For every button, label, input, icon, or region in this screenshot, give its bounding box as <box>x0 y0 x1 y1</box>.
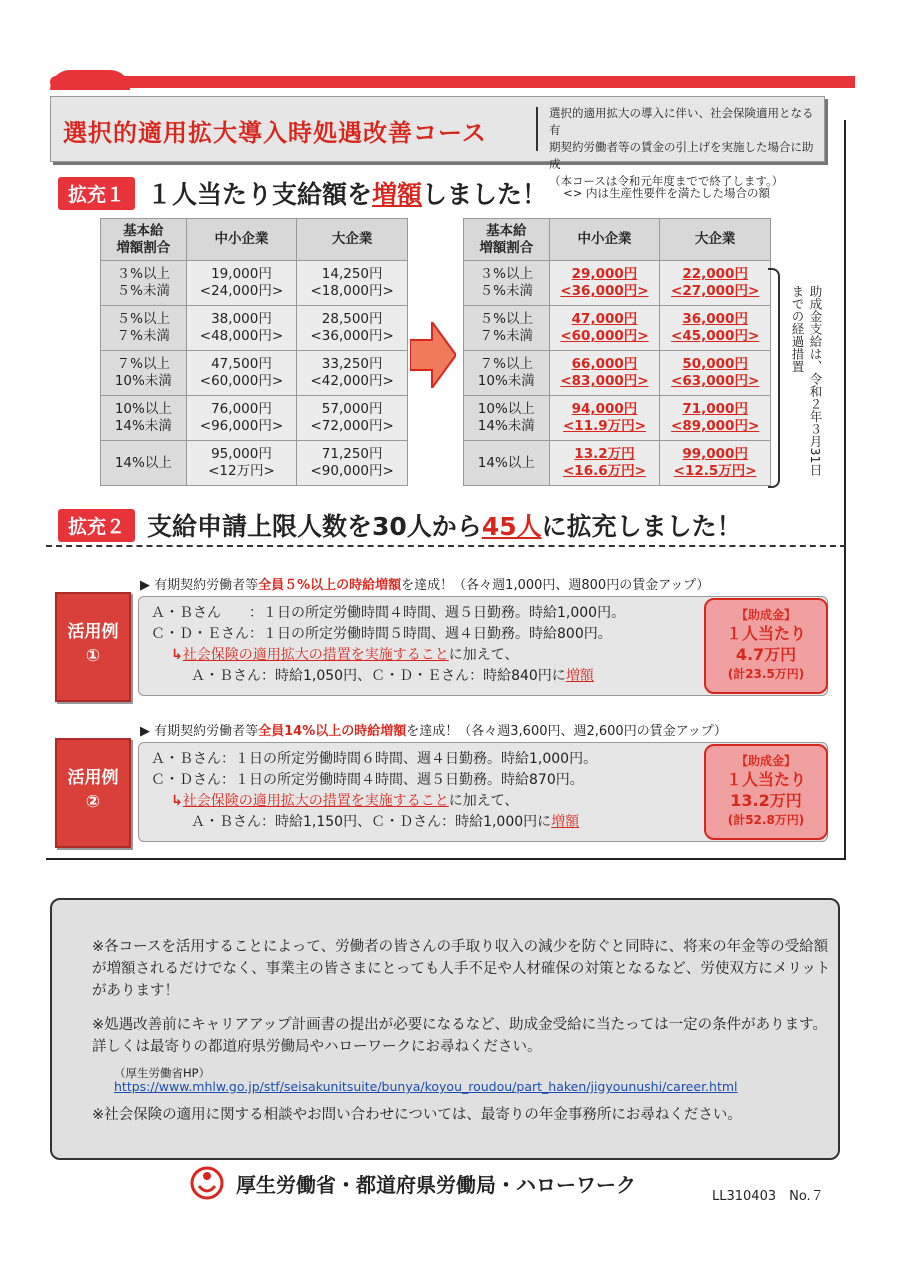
expansion1-title: １人当たり支給額を増額しました！ <box>147 180 548 209</box>
cell-rate: ５%以上 ７%未満 <box>464 306 550 351</box>
mhlw-logo-icon <box>190 1166 224 1200</box>
corner-arrow-icon: ↳ <box>171 647 183 663</box>
cell-sme: 13.2万円 <16.6万円> <box>549 441 660 486</box>
note-1: ※各コースを活用することによって、労働者の皆さんの手取り収入の減少を防ぐと同時に、将来の年金等の受給額が増額されるだけでなく、事業主の皆さまにとっても人手不足や人材確保の対策となるなど、労使双方にメリットがあります！ <box>92 939 831 999</box>
cell-sme: 19,000円 <24,000円> <box>186 261 297 306</box>
cell-large: 50,000円 <63,000円> <box>660 351 771 396</box>
cell-sme: 95,000円 <12万円> <box>186 441 297 486</box>
leaflet-code: LL310403 No.７ <box>712 1189 824 1204</box>
table-row <box>464 261 771 306</box>
mhlw-link[interactable]: https://www.mhlw.go.jp/stf/seisakunitsuite/bunya/koyou_roudou/part_haken/jigyounushi/career.html <box>114 1079 738 1094</box>
header-sme: 中小企業 <box>549 219 660 261</box>
cell-rate: ７%以上 10%未満 <box>101 351 187 396</box>
example1-box: Ａ・Ｂさん ：１日の所定労働時間４時間、週５日勤務。時給1,000円。 Ｃ・Ｄ・Ｅさん：１日の所定労働時間５時間、週４日勤務。時給800円。 ↳社会保険の適用拡大の措置を実施することに加えて、 Ａ・Ｂさん：時給1,050円、Ｃ・Ｄ・Ｅさん：時給840円に増額 <box>138 596 828 696</box>
title-separator <box>536 107 538 151</box>
cell-rate: ７%以上 10%未満 <box>464 351 550 396</box>
example2-box: Ａ・Ｂさん：１日の所定労働時間６時間、週４日勤務。時給1,000円。 Ｃ・Ｄさん：１日の所定労働時間４時間、週５日勤務。時給870円。 ↳社会保険の適用拡大の措置を実施することに加えて、 Ａ・Ｂさん：時給1,150円、Ｃ・Ｄさん：時給1,000円に増額 <box>138 742 828 842</box>
footer-org: 厚生労働省・都道府県労働局・ハローワーク <box>236 1172 636 1197</box>
example1-label: 活用例 ① <box>55 592 131 702</box>
header-large: 大企業 <box>660 219 771 261</box>
cell-sme: 94,000円 <11.9万円> <box>549 396 660 441</box>
table-row <box>101 396 408 441</box>
cell-sme: 76,000円 <96,000円> <box>186 396 297 441</box>
cell-large: 71,250円 <90,000円> <box>297 441 408 486</box>
transition-note: 助成金支給は、令和２年３月31日までの経過措置 <box>790 285 823 476</box>
expansion1-badge: 拡充１ <box>58 177 135 210</box>
example1-grant: 【助成金】 １人当たり 4.7万円 (計23.5万円) <box>704 598 828 694</box>
dashed-divider <box>46 545 846 547</box>
cell-large: 71,000円 <89,000円> <box>660 396 771 441</box>
header-rate: 基本給 増額割合 <box>464 219 550 261</box>
cell-large: 57,000円 <72,000円> <box>297 396 408 441</box>
cell-large: 14,250円 <18,000円> <box>297 261 408 306</box>
notes-scroll <box>50 898 840 1160</box>
table-row <box>464 351 771 396</box>
right-arrow-icon <box>410 322 456 388</box>
course-title-box <box>50 96 825 188</box>
top-bar <box>50 76 855 88</box>
example1-condition: ▶ 有期契約労働者等全員５%以上の時給増額を達成！（各々週1,000円、週800円の賃金アップ） <box>140 578 710 593</box>
cell-rate: ５%以上 ７%未満 <box>101 306 187 351</box>
note-3: ※社会保険の適用に関する相談やお問い合わせについては、最寄りの年金事務所にお尋ねください。 <box>92 1107 742 1123</box>
cell-sme: 47,000円 <60,000円> <box>549 306 660 351</box>
note-2: ※処遇改善前にキャリアアップ計画書の提出が必要になるなど、助成金受給に当たっては一定の条件があります。詳しくは最寄りの都道府県労働局やハローワークにお尋ねください。 <box>92 1017 827 1055</box>
expansion2-heading <box>58 508 838 542</box>
example2-condition: ▶ 有期契約労働者等全員14%以上の時給増額を達成！（各々週3,600円、週2,600円の賃金アップ） <box>140 724 727 739</box>
cell-large: 36,000円 <45,000円> <box>660 306 771 351</box>
table-row <box>101 351 408 396</box>
table-row <box>464 396 771 441</box>
expansion2-badge: 拡充２ <box>58 509 135 542</box>
cell-sme: 29,000円 <36,000円> <box>549 261 660 306</box>
cell-rate: 14%以上 <box>101 441 187 486</box>
cell-sme: 66,000円 <83,000円> <box>549 351 660 396</box>
cell-large: 99,000円 <12.5万円> <box>660 441 771 486</box>
cell-large: 33,250円 <42,000円> <box>297 351 408 396</box>
cell-rate: 10%以上 14%未満 <box>101 396 187 441</box>
table-before <box>100 218 408 486</box>
example2-label: 活用例 ② <box>55 738 131 848</box>
header-rate: 基本給 増額割合 <box>101 219 187 261</box>
table-row <box>464 441 771 486</box>
course-description: 選択的適用拡大の導入に伴い、社会保険適用となる有 期契約労働者等の賃金の引上げを実施した場合に助成 （本コースは令和元年度までで終了します。） <box>549 106 814 188</box>
table-row <box>101 306 408 351</box>
cell-rate: 10%以上 14%未満 <box>464 396 550 441</box>
table-row <box>101 261 408 306</box>
cell-large: 28,500円 <36,000円> <box>297 306 408 351</box>
cell-large: 22,000円 <27,000円> <box>660 261 771 306</box>
header-sme: 中小企業 <box>186 219 297 261</box>
expansion1-note: <> 内は生産性要件を満たした場合の額 <box>563 186 770 200</box>
expansion1-heading <box>58 176 838 210</box>
cell-sme: 38,000円 <48,000円> <box>186 306 297 351</box>
corner-arrow-icon: ↳ <box>171 793 183 809</box>
cell-sme: 47,500円 <60,000円> <box>186 351 297 396</box>
cell-rate: ３%以上 ５%未満 <box>101 261 187 306</box>
cell-rate: ３%以上 ５%未満 <box>464 261 550 306</box>
hp-label: （厚生労働省HP） <box>114 1066 211 1080</box>
course-title: 選択的適用拡大導入時処遇改善コース <box>63 119 487 147</box>
example2-grant: 【助成金】 １人当たり 13.2万円 (計52.8万円) <box>704 744 828 840</box>
cell-rate: 14%以上 <box>464 441 550 486</box>
table-row <box>464 306 771 351</box>
expansion2-title: 支給申請上限人数を30人から45人に拡充しました！ <box>147 512 742 541</box>
brace <box>768 268 780 488</box>
header-large: 大企業 <box>297 219 408 261</box>
table-row <box>101 441 408 486</box>
footer <box>190 1165 636 1201</box>
table-after <box>463 218 771 486</box>
